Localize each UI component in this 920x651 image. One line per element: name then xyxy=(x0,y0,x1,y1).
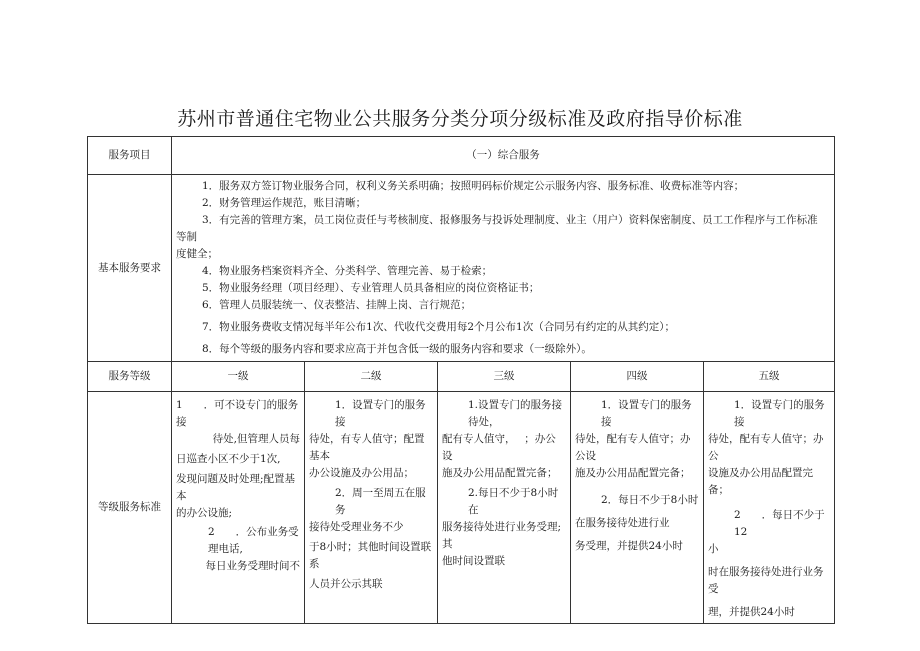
standard-line: 小 xyxy=(708,543,719,555)
requirement-item: 3．有完善的管理方案，员工岗位责任与考核制度、报修服务与投诉处理制度、业主（用户）资料保密制度、员工工作程序与工作标准等制 xyxy=(176,214,818,243)
standard-line: 1．设置专门的服务接 xyxy=(335,399,426,428)
level-3-header: 三级 xyxy=(438,362,571,392)
standard-line: 的办公设施; xyxy=(176,507,233,519)
standard-line: 发现问题及时处理;配置基本 xyxy=(176,473,296,502)
requirement-item: 1．服务双方签订物业服务合同，权利义务关系明确；按照明码标价规定公示服务内容、服务标准、收费标准等内容； xyxy=(202,180,745,192)
level-standards-row xyxy=(88,392,835,624)
standard-line: 待处，配有专人值守；办公 xyxy=(708,433,824,462)
service-item-value: （一）综合服务 xyxy=(172,137,835,175)
standard-line: 待处，配有专人值守；办公设 xyxy=(575,433,691,462)
standard-line: 2 ．每日不少于12 xyxy=(734,509,825,538)
standard-line: 施及办公用品配置完备； xyxy=(442,467,558,479)
level-2-header: 二级 xyxy=(305,362,438,392)
basic-requirements-list xyxy=(172,175,835,362)
level-3-standard xyxy=(438,392,571,624)
basic-requirements-label: 基本服务要求 xyxy=(88,175,172,362)
service-level-label: 服务等级 xyxy=(88,362,172,392)
requirement-item: 5．物业服务经理（项目经理）、专业管理人员具备相应的岗位资格证书； xyxy=(202,282,540,294)
standard-line-part: 配有专人值守， xyxy=(442,433,511,445)
standard-line: 人员并公示其联 xyxy=(309,578,383,590)
standard-line: 2．周一至周五在服务 xyxy=(335,487,426,516)
standard-line: 每日业务受理时间不 xyxy=(205,560,300,572)
standard-line: 接待处受理业务不少 xyxy=(309,521,404,533)
level-5-standard xyxy=(704,392,835,624)
level-2-standard xyxy=(305,392,438,624)
level-1-header: 一级 xyxy=(172,362,305,392)
standard-line: 待处,但管理人员每 xyxy=(212,433,300,445)
requirement-item: 2．财务管理运作规范，账目清晰； xyxy=(202,197,367,209)
standard-line: 服务接待处进行业务受理;其 xyxy=(442,521,562,550)
standard-line: 1．设置专门的服务接 xyxy=(601,399,692,428)
requirement-item: 4．物业服务档案资料齐全、分类科学、管理完善、易于检索； xyxy=(202,265,493,277)
standard-line: 1．设置专门的服务接 xyxy=(734,399,825,428)
standard-line: 2．每日不少于8小时 xyxy=(601,494,699,506)
standard-line: 在服务接待处进行业 xyxy=(575,517,670,529)
standard-line: 日巡查小区不少于1次, xyxy=(176,453,281,465)
standard-line: 1 ．可不设专门的服务接 xyxy=(176,399,299,428)
level-standards-label: 等级服务标准 xyxy=(88,392,172,624)
standard-line: 2.每日不少于8小时在 xyxy=(468,487,559,516)
document-title: 苏州市普通住宅物业公共服务分类分项分级标准及政府指导价标准 xyxy=(177,108,743,130)
standard-line: 务受理，并提供24小时 xyxy=(575,540,683,552)
service-item-row xyxy=(88,137,835,175)
standard-line: 2 ．公布业务受理电话, xyxy=(208,526,299,555)
level-4-standard xyxy=(571,392,704,624)
standard-line: 设施及办公用品配置完备； xyxy=(708,467,813,496)
standard-line: 施及办公用品配置完备； xyxy=(575,467,691,479)
level-5-header: 五级 xyxy=(704,362,835,392)
standard-line: 他时间设置联 xyxy=(442,555,505,567)
standard-line: 办公设施及办公用品； xyxy=(309,467,414,479)
standards-table xyxy=(87,136,835,624)
standard-line: 待处，有专人值守；配置基本 xyxy=(309,433,425,462)
level-1-standard xyxy=(172,392,305,624)
requirement-item-continuation: 度健全； xyxy=(176,248,218,260)
basic-requirements-row xyxy=(88,175,835,362)
standard-line: 时在服务接待处进行业务受 xyxy=(708,566,824,595)
requirement-item: 7．物业服务费收支情况每半年公布1次、代收代交费用每2个月公布1次（合同另有约定的从其约定）； xyxy=(202,321,675,333)
standard-line: 理，并提供24小时 xyxy=(708,606,795,618)
service-item-label: 服务项目 xyxy=(88,137,172,175)
standard-line: 于8小时；其他时间设置联系 xyxy=(309,541,432,570)
standard-line: 1.设置专门的服务接待处， xyxy=(468,399,563,428)
level-4-header: 四级 xyxy=(571,362,704,392)
standard-line-part: ；办公设 xyxy=(442,433,556,462)
standard-line xyxy=(442,431,566,465)
service-level-row xyxy=(88,362,835,392)
requirement-item: 6．管理人员服装统一、仪表整洁、挂牌上岗、言行规范； xyxy=(202,299,472,311)
requirement-item: 8．每个等级的服务内容和要求应高于并包含低一级的服务内容和要求（一级除外）。 xyxy=(202,343,592,355)
